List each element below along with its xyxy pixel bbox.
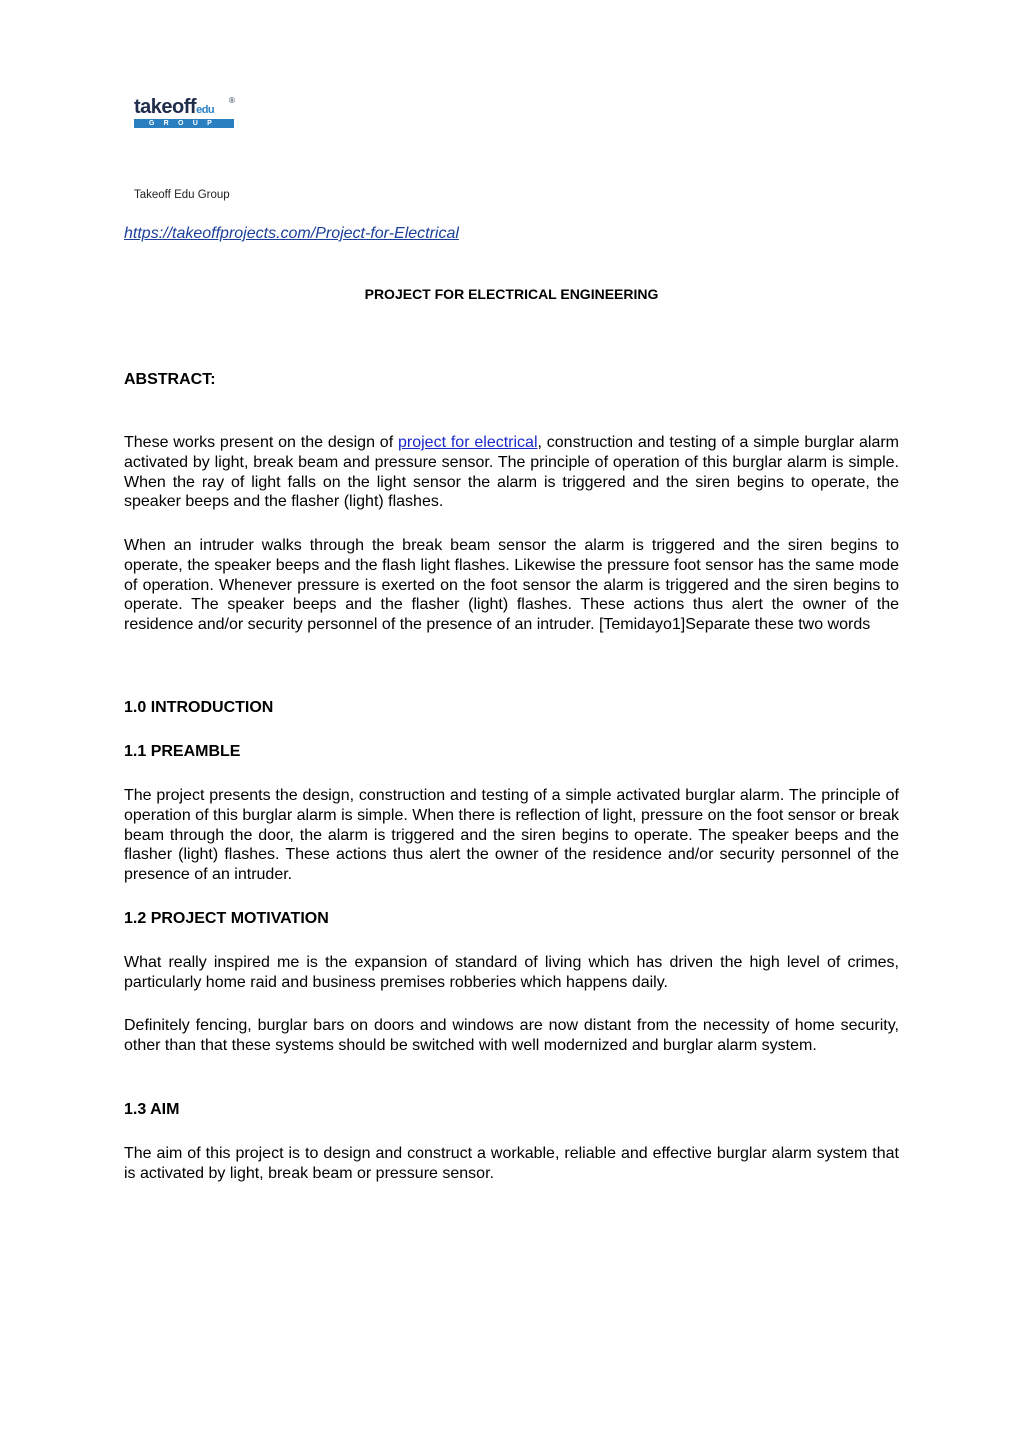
logo-group-bar: GROUP <box>134 119 234 128</box>
preamble-paragraph: The project presents the design, construction and testing of a simple activated burglar alarm. The principle of operation of this burglar alarm is simple. When there is reflection of light, pressure on the foot sensor or break beam through the door, the alarm is triggered and the siren begins to operate. The speaker beeps and the flasher (light) flashes. These actions thus alert the owner of the residence and/or security personnel of the presence of an intruder. <box>124 787 899 884</box>
project-for-electrical-link[interactable]: project for electrical <box>398 434 538 451</box>
aim-heading: 1.3 AIM <box>124 1101 180 1118</box>
logo-edu: edu <box>196 104 215 116</box>
abstract-paragraph-2: When an intruder walks through the break beam sensor the alarm is triggered and the siren begins to operate, the speaker beeps and the flash light flashes. Likewise the pressure foot sensor has the same mode of operation. Whenever pressure is exerted on the foot sensor the alarm is triggered and the siren begins to operate. The speaker beeps and the flasher (light) flashes. These actions thus alert the owner of the residence and/or security personnel of the presence of an intruder. [Temidayo1]Separate these two words <box>124 537 899 634</box>
aim-paragraph: The aim of this project is to design and construct a workable, reliable and effective burglar alarm system that is activated by light, break beam or pressure sensor. <box>124 1145 899 1182</box>
motivation-heading: 1.2 PROJECT MOTIVATION <box>124 910 329 927</box>
company-logo <box>134 97 238 133</box>
abstract-paragraph-1 <box>124 433 899 512</box>
motivation-paragraph-2: Definitely fencing, burglar bars on doors and windows are now distant from the necessity of home security, other than that these systems should be switched with well modernized and burglar alarm system. <box>124 1017 899 1054</box>
company-name: Takeoff Edu Group <box>134 189 230 201</box>
motivation-paragraph-1: What really inspired me is the expansion of standard of living which has driven the high level of crimes, particularly home raid and business premises robberies which happens daily. <box>124 954 899 991</box>
preamble-heading: 1.1 PREAMBLE <box>124 743 241 760</box>
document-title: PROJECT FOR ELECTRICAL ENGINEERING <box>364 286 659 302</box>
registered-mark: ® <box>229 96 235 105</box>
introduction-heading: 1.0 INTRODUCTION <box>124 699 274 716</box>
abstract-heading: ABSTRACT: <box>124 371 216 388</box>
abstract-p1-after: , construction and testing of a simple burglar alarm activated by light, break beam and pressure sensor. The principle of operation of this burglar alarm is simple. When the ray of light falls on the light sensor the alarm is triggered and the siren begins to operate, the speaker beeps and the flasher (light) flashes. <box>124 434 900 511</box>
abstract-p1-before: These works present on the design of <box>124 434 398 451</box>
logo-word: takeoff <box>134 96 197 118</box>
source-url-link[interactable]: https://takeoffprojects.com/Project-for-Electrical <box>124 225 459 242</box>
